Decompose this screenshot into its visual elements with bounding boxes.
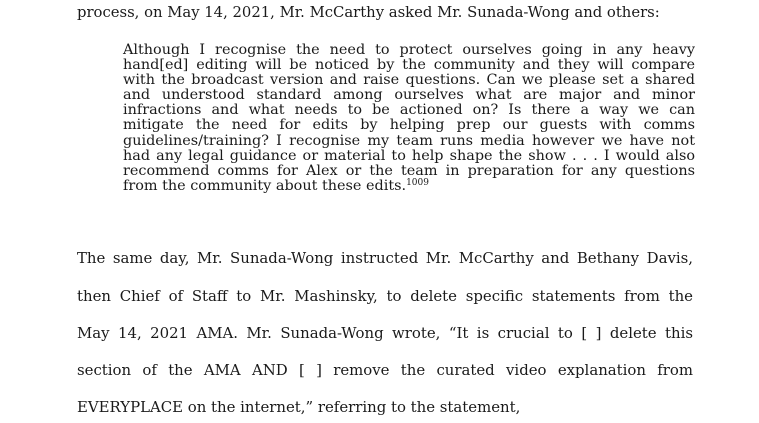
quote-line: hand[ed] editing will be noticed by the community and they will compare bbox=[123, 57, 695, 74]
quote-line: with the broadcast version and raise questions. Can we please set a shared bbox=[123, 72, 695, 89]
quote-last-line bbox=[123, 179, 695, 194]
quote-line-text: from the community about these edits. bbox=[123, 177, 407, 194]
quote-line: had any legal guidance or material to help shape the show . . . I would also bbox=[123, 147, 695, 164]
body-line: section of the AMA AND [ ] remove the curated video explanation from bbox=[77, 361, 693, 379]
body-line: May 14, 2021 AMA. Mr. Sunada-Wong wrote, “It is crucial to [ ] delete this bbox=[77, 324, 693, 342]
quote-line: recommend comms for Alex or the team in preparation for any questions bbox=[123, 162, 695, 179]
quote-line: mitigate the need for edits by helping prep our guests with comms bbox=[123, 117, 695, 134]
intro-paragraph: process, on May 14, 2021, Mr. McCarthy asked Mr. Sunada-Wong and others: bbox=[77, 4, 660, 21]
body-line: The same day, Mr. Sunada-Wong instructed Mr. McCarthy and Bethany Davis, bbox=[77, 249, 693, 267]
quote-line: and understood standard among ourselves what are major and minor bbox=[123, 87, 695, 104]
quote-line: Although I recognise the need to protect ourselves going in any heavy bbox=[123, 42, 695, 58]
footnote-marker: 1009 bbox=[406, 177, 429, 188]
quote-line: guidelines/training? I recognise my team runs media however we have not bbox=[123, 132, 695, 149]
block-quote bbox=[123, 43, 695, 194]
body-line: EVERYPLACE on the internet,” referring to the statement, bbox=[77, 398, 521, 416]
body-line: then Chief of Staff to Mr. Mashinsky, to delete specific statements from the bbox=[77, 287, 693, 305]
quote-line: infractions and what needs to be actioned on? Is there a way we can bbox=[123, 102, 695, 119]
